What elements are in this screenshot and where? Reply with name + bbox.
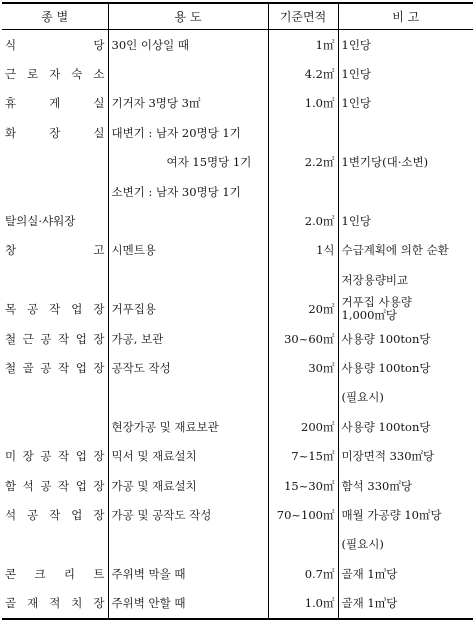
table-row bbox=[2, 148, 473, 177]
cell-area: 7~15㎡ bbox=[268, 441, 338, 470]
table-row bbox=[2, 236, 473, 265]
cell-kind: 식 당 bbox=[5, 37, 105, 52]
cell-area: 2.0㎡ bbox=[268, 206, 338, 235]
cell-kind: 근 로 자 숙 소 bbox=[5, 67, 105, 82]
cell-use: 현장가공 및 재료보관 bbox=[108, 412, 268, 441]
cell-use: 소변기 : 남자 30명당 1기 bbox=[108, 177, 268, 206]
table-row bbox=[2, 412, 473, 441]
cell-area: 2.2㎡ bbox=[268, 148, 338, 177]
cell-note: 골재 1㎥당 bbox=[338, 559, 473, 588]
cell-area: 1㎡ bbox=[268, 30, 338, 60]
cell-area: 1.0㎡ bbox=[268, 588, 338, 618]
cell-kind: 골 재 적 치 장 bbox=[2, 588, 108, 618]
cell-area: 70~100㎡ bbox=[268, 500, 338, 529]
table-row bbox=[2, 559, 473, 588]
table-row bbox=[2, 265, 473, 294]
cell-area bbox=[268, 530, 338, 559]
table-row bbox=[2, 118, 473, 147]
cell-kind: 휴 게 실 bbox=[5, 96, 105, 111]
cell-note: 1인당 bbox=[338, 30, 473, 60]
cell-use bbox=[108, 59, 268, 88]
cell-area: 1식 bbox=[268, 236, 338, 265]
table-row bbox=[2, 383, 473, 412]
table-row bbox=[2, 530, 473, 559]
cell-kind: 함 석 공 작 업 장 bbox=[5, 478, 105, 493]
table-row bbox=[2, 177, 473, 206]
cell-area: 30㎡ bbox=[268, 353, 338, 382]
cell-note: 사용량 100ton당 bbox=[338, 353, 473, 382]
cell-note bbox=[338, 177, 473, 206]
header-kind: 종 별 bbox=[2, 3, 108, 30]
header-note: 비 고 bbox=[338, 3, 473, 30]
table-row bbox=[2, 324, 473, 353]
cell-kind: 화 장 실 bbox=[5, 125, 105, 140]
cell-area: 200㎡ bbox=[268, 412, 338, 441]
cell-kind: 목 공 작 업 장 bbox=[5, 302, 105, 317]
cell-kind: 탈의실·샤워장 bbox=[5, 214, 76, 229]
cell-note: 1인당 bbox=[338, 206, 473, 235]
cell-area: 15~30㎡ bbox=[268, 471, 338, 500]
cell-use: 여자 15명당 1기 bbox=[108, 148, 268, 177]
cell-note: 저장용량비교 bbox=[338, 265, 473, 294]
header-area: 기준면적 bbox=[268, 3, 338, 30]
table-row bbox=[2, 89, 473, 118]
cell-use: 대변기 : 남자 20명당 1기 bbox=[108, 118, 268, 147]
table-row bbox=[2, 441, 473, 470]
table-row bbox=[2, 59, 473, 88]
cell-use bbox=[108, 383, 268, 412]
table-row bbox=[2, 471, 473, 500]
cell-use: 믹서 및 재료설치 bbox=[108, 441, 268, 470]
cell-kind bbox=[2, 265, 108, 294]
table-row bbox=[2, 588, 473, 618]
cell-note: 함석 330㎡당 bbox=[338, 471, 473, 500]
cell-use: 주위벽 안할 때 bbox=[108, 588, 268, 618]
cell-kind: 콘 크 리 트 bbox=[5, 566, 105, 581]
cell-note: 사용량 100ton당 bbox=[338, 412, 473, 441]
cell-note: 사용량 100ton당 bbox=[338, 324, 473, 353]
cell-use: 공작도 작성 bbox=[108, 353, 268, 382]
table-row bbox=[2, 30, 473, 60]
cell-kind: 철 근 공 작 업 장 bbox=[5, 331, 105, 346]
cell-note: 미장면적 330㎡당 bbox=[338, 441, 473, 470]
cell-area: 0.7㎡ bbox=[268, 559, 338, 588]
cell-use bbox=[108, 265, 268, 294]
table-row bbox=[2, 295, 473, 324]
cell-note: 매월 가공량 10㎡당 bbox=[338, 500, 473, 529]
cell-kind: 미 장 공 작 업 장 bbox=[5, 449, 105, 464]
cell-area bbox=[268, 118, 338, 147]
cell-note: 1인당 bbox=[338, 89, 473, 118]
cell-area: 20㎡ bbox=[268, 295, 338, 324]
cell-note bbox=[338, 118, 473, 147]
cell-kind bbox=[2, 383, 108, 412]
table-row bbox=[2, 353, 473, 382]
cell-note-line-2: 1,000㎡당 bbox=[341, 308, 398, 323]
table-row bbox=[2, 500, 473, 529]
header-row bbox=[2, 3, 473, 30]
cell-kind bbox=[2, 177, 108, 206]
table-row bbox=[2, 206, 473, 235]
cell-note: 수급계획에 의한 순환 bbox=[338, 236, 473, 265]
cell-use: 시멘트용 bbox=[108, 236, 268, 265]
cell-area bbox=[268, 383, 338, 412]
cell-area bbox=[268, 177, 338, 206]
cell-use: 기거자 3명당 3㎡ bbox=[108, 89, 268, 118]
cell-kind bbox=[2, 412, 108, 441]
cell-area: 1.0㎡ bbox=[268, 89, 338, 118]
cell-use bbox=[108, 530, 268, 559]
cell-note bbox=[338, 295, 473, 324]
cell-note: 골재 1㎥당 bbox=[338, 588, 473, 618]
cell-area: 30~60㎡ bbox=[268, 324, 338, 353]
cell-note: 1인당 bbox=[338, 59, 473, 88]
cell-kind bbox=[2, 530, 108, 559]
cell-note: (필요시) bbox=[338, 383, 473, 412]
cell-note: 1변기당(대·소변) bbox=[338, 148, 473, 177]
cell-note-line-1: 거푸집 사용량 bbox=[341, 295, 412, 310]
cell-use: 가공, 보관 bbox=[108, 324, 268, 353]
facility-area-table bbox=[2, 2, 473, 620]
cell-kind: 철 골 공 작 업 장 bbox=[5, 360, 105, 375]
cell-use: 가공 및 공작도 작성 bbox=[108, 500, 268, 529]
cell-kind bbox=[2, 148, 108, 177]
cell-area bbox=[268, 265, 338, 294]
cell-note: (필요시) bbox=[338, 530, 473, 559]
cell-kind: 창 고 bbox=[5, 243, 105, 258]
cell-use bbox=[108, 206, 268, 235]
cell-use: 주위벽 막을 때 bbox=[108, 559, 268, 588]
cell-use: 거푸집용 bbox=[108, 295, 268, 324]
cell-use: 30인 이상일 때 bbox=[108, 30, 268, 60]
cell-use: 가공 및 재료설치 bbox=[108, 471, 268, 500]
cell-kind: 석 공 작 업 장 bbox=[5, 507, 105, 522]
header-use: 용 도 bbox=[108, 3, 268, 30]
cell-area: 4.2㎡ bbox=[268, 59, 338, 88]
